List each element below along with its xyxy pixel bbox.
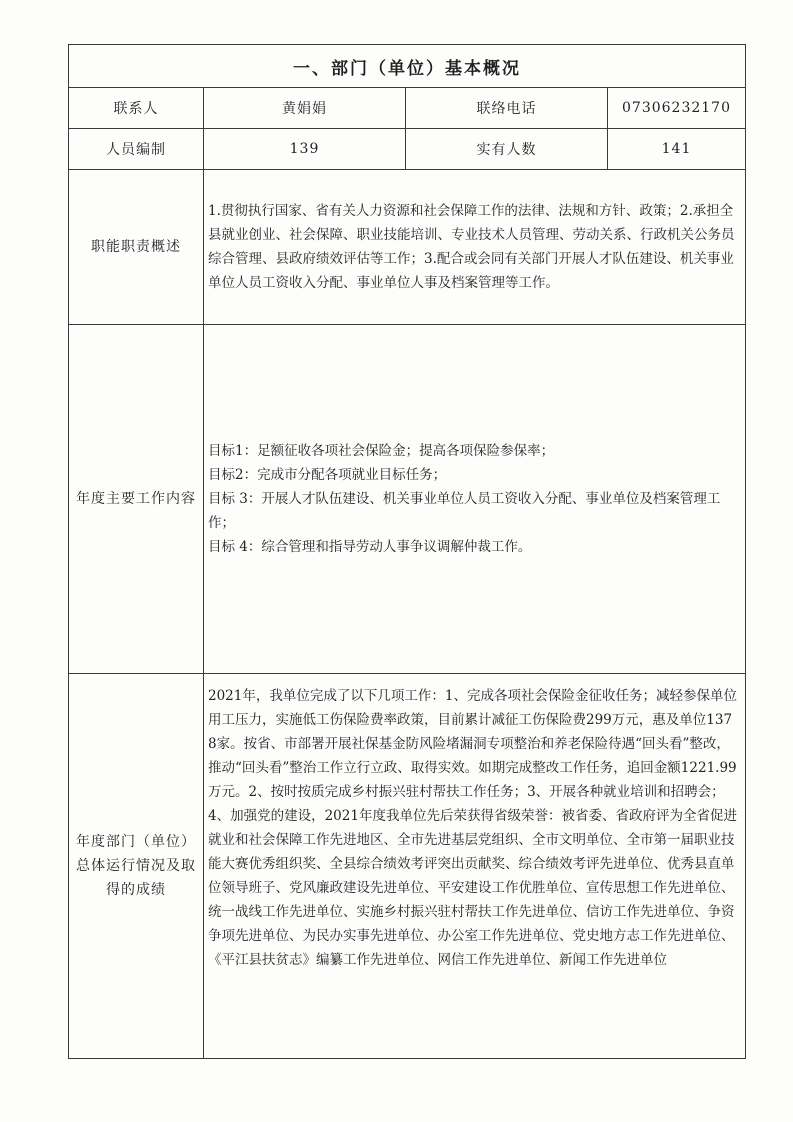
staff-row: [69, 129, 746, 170]
basic-overview-table: [68, 44, 746, 1059]
phone-value: 07306232170: [608, 88, 746, 129]
work-goal-4: 目标 4：综合管理和指导劳动人事争议调解仲裁工作。: [208, 539, 532, 555]
duties-row: [69, 170, 746, 325]
performance-label: 年度部门（单位）总体运行情况及取得的成绩: [69, 674, 204, 1059]
annual-work-row: [69, 325, 746, 674]
work-goal-1: 目标1：足额征收各项社会保险金；提高各项保险参保率；: [208, 443, 555, 459]
annual-work-content: [204, 325, 746, 674]
duties-text: 1.贯彻执行国家、省有关人力资源和社会保障工作的法律、法规和方针、政策；2.承担全县就业创业、社会保障、职业技能培训、专业技术人员管理、劳动关系、行政机关公务员综合管理、县政府绩效评估等工作；3.配合或会同有关部门开展人才队伍建设、机关事业单位人员工资收入分配、事业单位人事及档案管理等工作。: [204, 170, 746, 325]
performance-text: 2021年，我单位完成了以下几项工作：1、完成各项社会保险金征收任务；减轻参保单位用工压力，实施低工伤保险费率政策，目前累计减征工伤保险费299万元，惠及单位1378家。按省、市部署开展社保基金防风险堵漏洞专项整治和养老保险待遇“回头看”整改，推动“回头看”整治工作立行立政、取得实效。如期完成整改工作任务，追回金额1221.99万元。2、按时按质完成乡村振兴驻村帮扶工作任务；3、开展各种就业培训和招聘会；4、加强党的建设，2021年度我单位先后荣获得省级荣誉：被省委、省政府评为全省促进就业和社会保障工作先进地区、全市先进基层党组织、全市文明单位、全市第一届职业技能大赛优秀组织奖、全县综合绩效考评突出贡献奖、综合绩效考评先进单位、优秀县直单位领导班子、党风廉政建设先进单位、平安建设工作优胜单位、宣传思想工作先进单位、统一战线工作先进单位、实施乡村振兴驻村帮扶工作先进单位、信访工作先进单位、争资争项先进单位、为民办实事先进单位、办公室工作先进单位、党史地方志工作先进单位、《平江县扶贫志》编纂工作先进单位、网信工作先进单位、新闻工作先进单位: [204, 674, 746, 1059]
contact-value: 黄娟娟: [204, 88, 406, 129]
work-goal-3: 目标 3：开展人才队伍建设、机关事业单位人员工资收入分配、事业单位及档案管理工作；: [208, 491, 721, 531]
actual-staff-value: 141: [608, 129, 746, 170]
phone-label: 联络电话: [406, 88, 608, 129]
performance-row: [69, 674, 746, 1059]
section-title: 一、部门（单位）基本概况: [69, 45, 746, 88]
staff-quota-label: 人员编制: [69, 129, 204, 170]
duties-label: 职能职责概述: [69, 170, 204, 325]
actual-staff-label: 实有人数: [406, 129, 608, 170]
contact-row: [69, 88, 746, 129]
work-goal-2: 目标2：完成市分配各项就业目标任务；: [208, 467, 447, 483]
title-row: [69, 45, 746, 88]
contact-label: 联系人: [69, 88, 204, 129]
annual-work-label: 年度主要工作内容: [69, 325, 204, 674]
staff-quota-value: 139: [204, 129, 406, 170]
